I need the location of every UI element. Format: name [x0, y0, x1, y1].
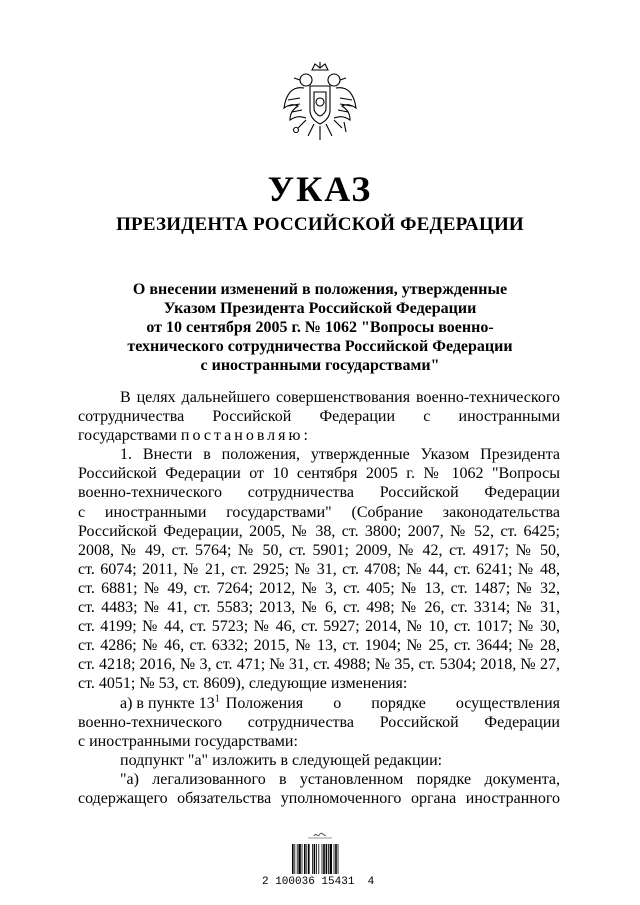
body-line: ст. 6881; № 49, ст. 7264; 2012, № 3, ст. 405; № 13, ст. 1487; № 32, [78, 579, 560, 597]
body-line: с иностранными государствами" (Собрание законодательства [78, 503, 560, 521]
heading-line: О внесении изменений в положения, утвержденные [132, 281, 508, 298]
heading-line: от 10 сентября 2005 г. № 1062 "Вопросы военно- [146, 319, 494, 336]
decree-heading [0, 280, 640, 375]
body-text [120, 694, 220, 713]
heading-line: Указом Президента Российской Федерации [163, 300, 477, 317]
body-line: содержащего обязательства уполномоченного органа иностранного [78, 789, 560, 807]
heading-line: технического сотрудничества Российской Федерации [127, 338, 513, 355]
document-title: УКАЗ [267, 169, 373, 209]
body-line: 2008, № 49, ст. 5764; № 50, ст. 5901; 2009, № 42, ст. 4917; № 50, [78, 541, 560, 559]
body-line: В целях дальнейшего совершенствования военно-технического [120, 389, 560, 406]
decree-body [78, 388, 560, 808]
body-line: ст. 4483; № 41, ст. 5583; 2013, № 6, ст. 498; № 26, ст. 3314; № 31, [78, 599, 560, 617]
barcode-icon [291, 844, 357, 876]
document-subtitle: ПРЕЗИДЕНТА РОССИЙСКОЙ ФЕДЕРАЦИИ [116, 214, 524, 235]
coat-of-arms-emblem-icon [282, 60, 358, 146]
body-line: военно-технического сотрудничества Российской Федерации [78, 484, 560, 502]
body-text: Положения о порядке осуществления [225, 694, 560, 712]
body-line: "а) легализованного в установленном порядке документа, [120, 770, 560, 788]
body-line: ст. 6074; 2011, № 21, ст. 2925; № 31, ст. 4708; № 44, ст. 6241; № 48, [78, 560, 560, 578]
barcode-number: 2 100036 15431 4 [262, 876, 375, 888]
body-line [78, 426, 560, 445]
point-superscript: 1 [214, 693, 220, 705]
stamp-mark-icon [288, 830, 352, 840]
body-line: сотрудничества Российской Федерации с иностранными [78, 408, 560, 426]
heading-line: с иностранными государствами" [200, 357, 440, 374]
body-text: государствами [78, 427, 177, 445]
body-line: с иностранными государствами: [78, 732, 298, 750]
body-line: ст. 4286; № 46, ст. 6332; 2015, № 13, ст. 1904; № 25, ст. 3644; № 28, [78, 637, 560, 655]
body-line: 1. Внести в положения, утвержденные Указом Президента [120, 446, 560, 464]
body-line: подпункт "а" изложить в следующей редакции: [120, 751, 443, 769]
body-line: ст. 4218; 2016, № 3, ст. 471; № 31, ст. 4988; № 35, ст. 5304; 2018, № 27, [78, 656, 560, 674]
body-line: ст. 4199; № 44, ст. 5723; № 46, ст. 5927; 2014, № 10, ст. 1017; № 30, [78, 618, 560, 636]
body-line: ст. 4051; № 53, ст. 8609), следующие изменения: [78, 675, 408, 693]
body-line [78, 694, 560, 713]
point-ref: а) в пункте 13 [120, 694, 215, 712]
body-line: Российской Федерации, 2005, № 38, ст. 3800; 2007, № 52, ст. 6425; [78, 522, 560, 540]
body-line: военно-технического сотрудничества Российской Федерации [78, 713, 560, 731]
body-line: Российской Федерации от 10 сентября 2005 г. № 1062 "Вопросы [78, 465, 560, 483]
resolution-word: постановляю: [180, 427, 311, 445]
